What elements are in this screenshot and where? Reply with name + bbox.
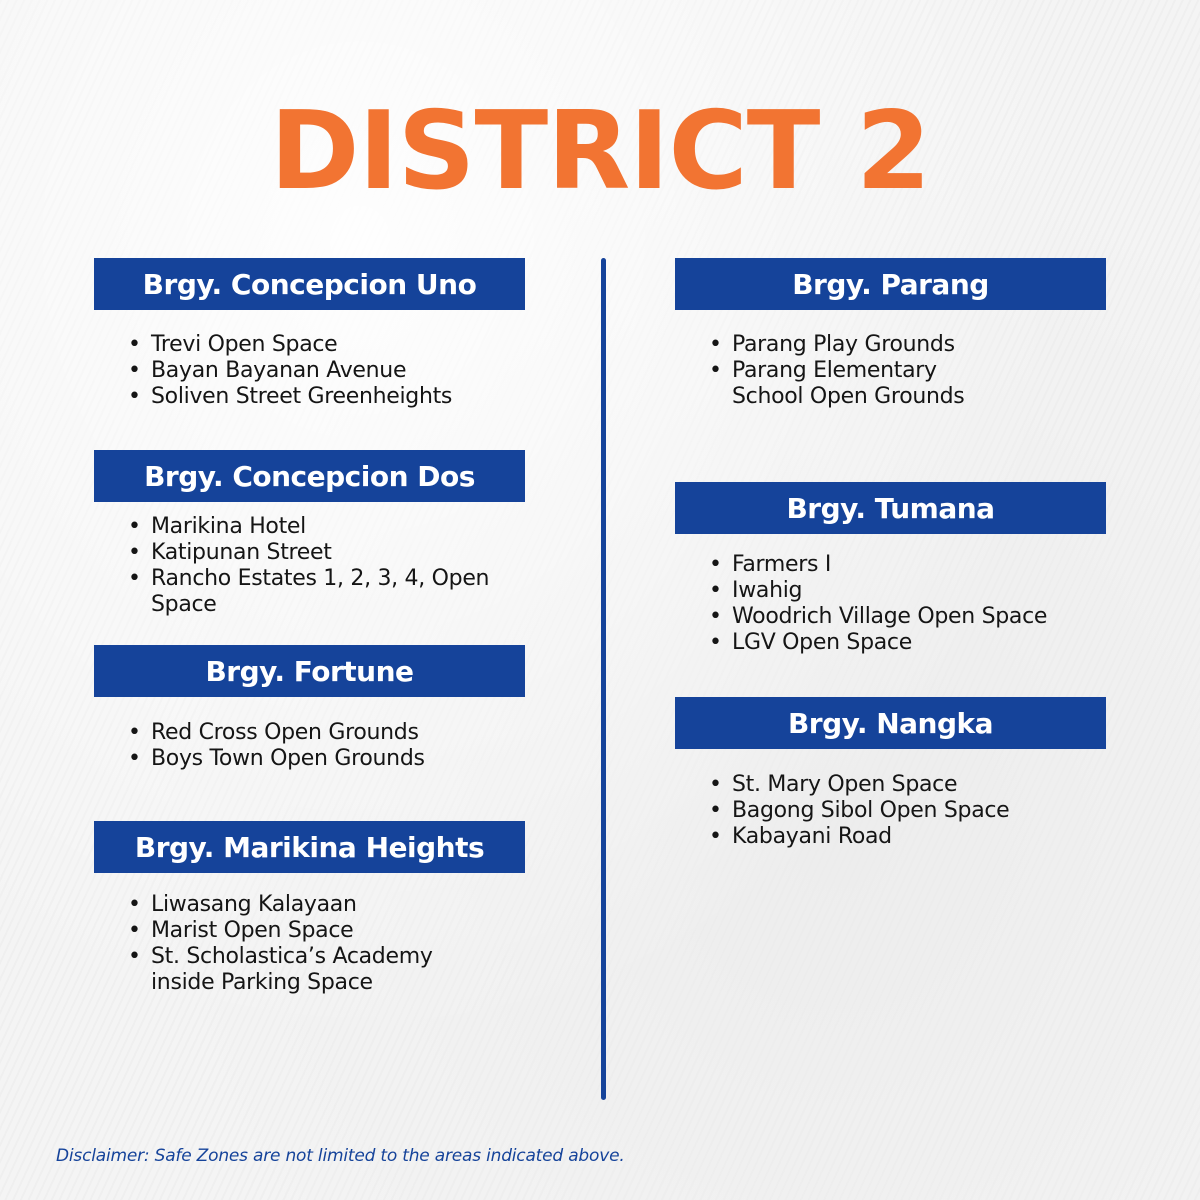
barangay-section-tumana — [675, 482, 1106, 655]
safe-zone-list — [128, 332, 518, 410]
bullet-icon: • — [128, 892, 141, 917]
bullet-icon: • — [709, 604, 722, 629]
barangay-section-concepcion-dos — [94, 450, 525, 617]
list-item: • Parang Elementary School Open Grounds — [709, 358, 965, 409]
barangay-section-marikina-heights — [94, 821, 525, 995]
section-header: Brgy. Concepcion Uno — [94, 258, 525, 310]
safe-zone-list — [128, 892, 468, 996]
list-item: • Red Cross Open Grounds — [128, 720, 419, 745]
page-title: DISTRICT 2 — [269, 89, 931, 214]
list-item: • Boys Town Open Grounds — [128, 746, 425, 771]
list-item: • Iwahig — [709, 578, 803, 603]
list-item: • Trevi Open Space — [128, 332, 338, 357]
bullet-icon: • — [709, 578, 722, 603]
list-item: • St. Mary Open Space — [709, 772, 958, 797]
safe-zone-list — [128, 514, 498, 618]
list-item: • Katipunan Street — [128, 540, 332, 565]
list-item: • Bayan Bayanan Avenue — [128, 358, 407, 383]
section-header: Brgy. Nangka — [675, 697, 1106, 749]
section-header: Brgy. Concepcion Dos — [94, 450, 525, 502]
bullet-icon: • — [128, 514, 141, 539]
bullet-icon: • — [128, 918, 141, 943]
section-header: Brgy. Fortune — [94, 645, 525, 697]
list-item: • Woodrich Village Open Space — [709, 604, 1048, 629]
section-header: Brgy. Parang — [675, 258, 1106, 310]
list-item: • Liwasang Kalayaan — [128, 892, 357, 917]
bullet-icon: • — [709, 824, 722, 849]
list-item: • Marist Open Space — [128, 918, 354, 943]
bullet-icon: • — [128, 540, 141, 565]
barangay-section-concepcion-uno — [94, 258, 525, 409]
safe-zone-list — [709, 332, 1009, 410]
bullet-icon: • — [128, 358, 141, 383]
disclaimer-text: Disclaimer: Safe Zones are not limited to the areas indicated above. — [56, 1146, 625, 1166]
list-item: • Farmers I — [709, 552, 832, 577]
list-item: • Marikina Hotel — [128, 514, 306, 539]
barangay-section-nangka — [675, 697, 1106, 849]
bullet-icon: • — [128, 332, 141, 357]
bullet-icon: • — [128, 944, 141, 969]
list-item: • Parang Play Grounds — [709, 332, 955, 357]
bullet-icon: • — [709, 772, 722, 797]
bullet-icon: • — [128, 384, 141, 409]
barangay-section-parang — [675, 258, 1106, 409]
bullet-icon: • — [709, 630, 722, 655]
bullet-icon: • — [709, 552, 722, 577]
safe-zone-list — [709, 552, 1109, 656]
section-header: Brgy. Tumana — [675, 482, 1106, 534]
safe-zone-list — [128, 720, 518, 772]
safe-zone-list — [709, 772, 1109, 850]
bullet-icon: • — [128, 566, 141, 591]
list-item: • Bagong Sibol Open Space — [709, 798, 1010, 823]
list-item: • St. Scholastica’s Academy inside Parking Space — [128, 944, 433, 995]
barangay-section-fortune — [94, 645, 525, 771]
list-item: • Rancho Estates 1, 2, 3, 4, Open Space — [128, 566, 490, 617]
bullet-icon: • — [128, 720, 141, 745]
list-item: • LGV Open Space — [709, 630, 912, 655]
section-header: Brgy. Marikina Heights — [94, 821, 525, 873]
bullet-icon: • — [128, 746, 141, 771]
column-divider — [601, 258, 606, 1100]
bullet-icon: • — [709, 798, 722, 823]
list-item: • Kabayani Road — [709, 824, 892, 849]
list-item: • Soliven Street Greenheights — [128, 384, 453, 409]
bullet-icon: • — [709, 358, 722, 383]
bullet-icon: • — [709, 332, 722, 357]
